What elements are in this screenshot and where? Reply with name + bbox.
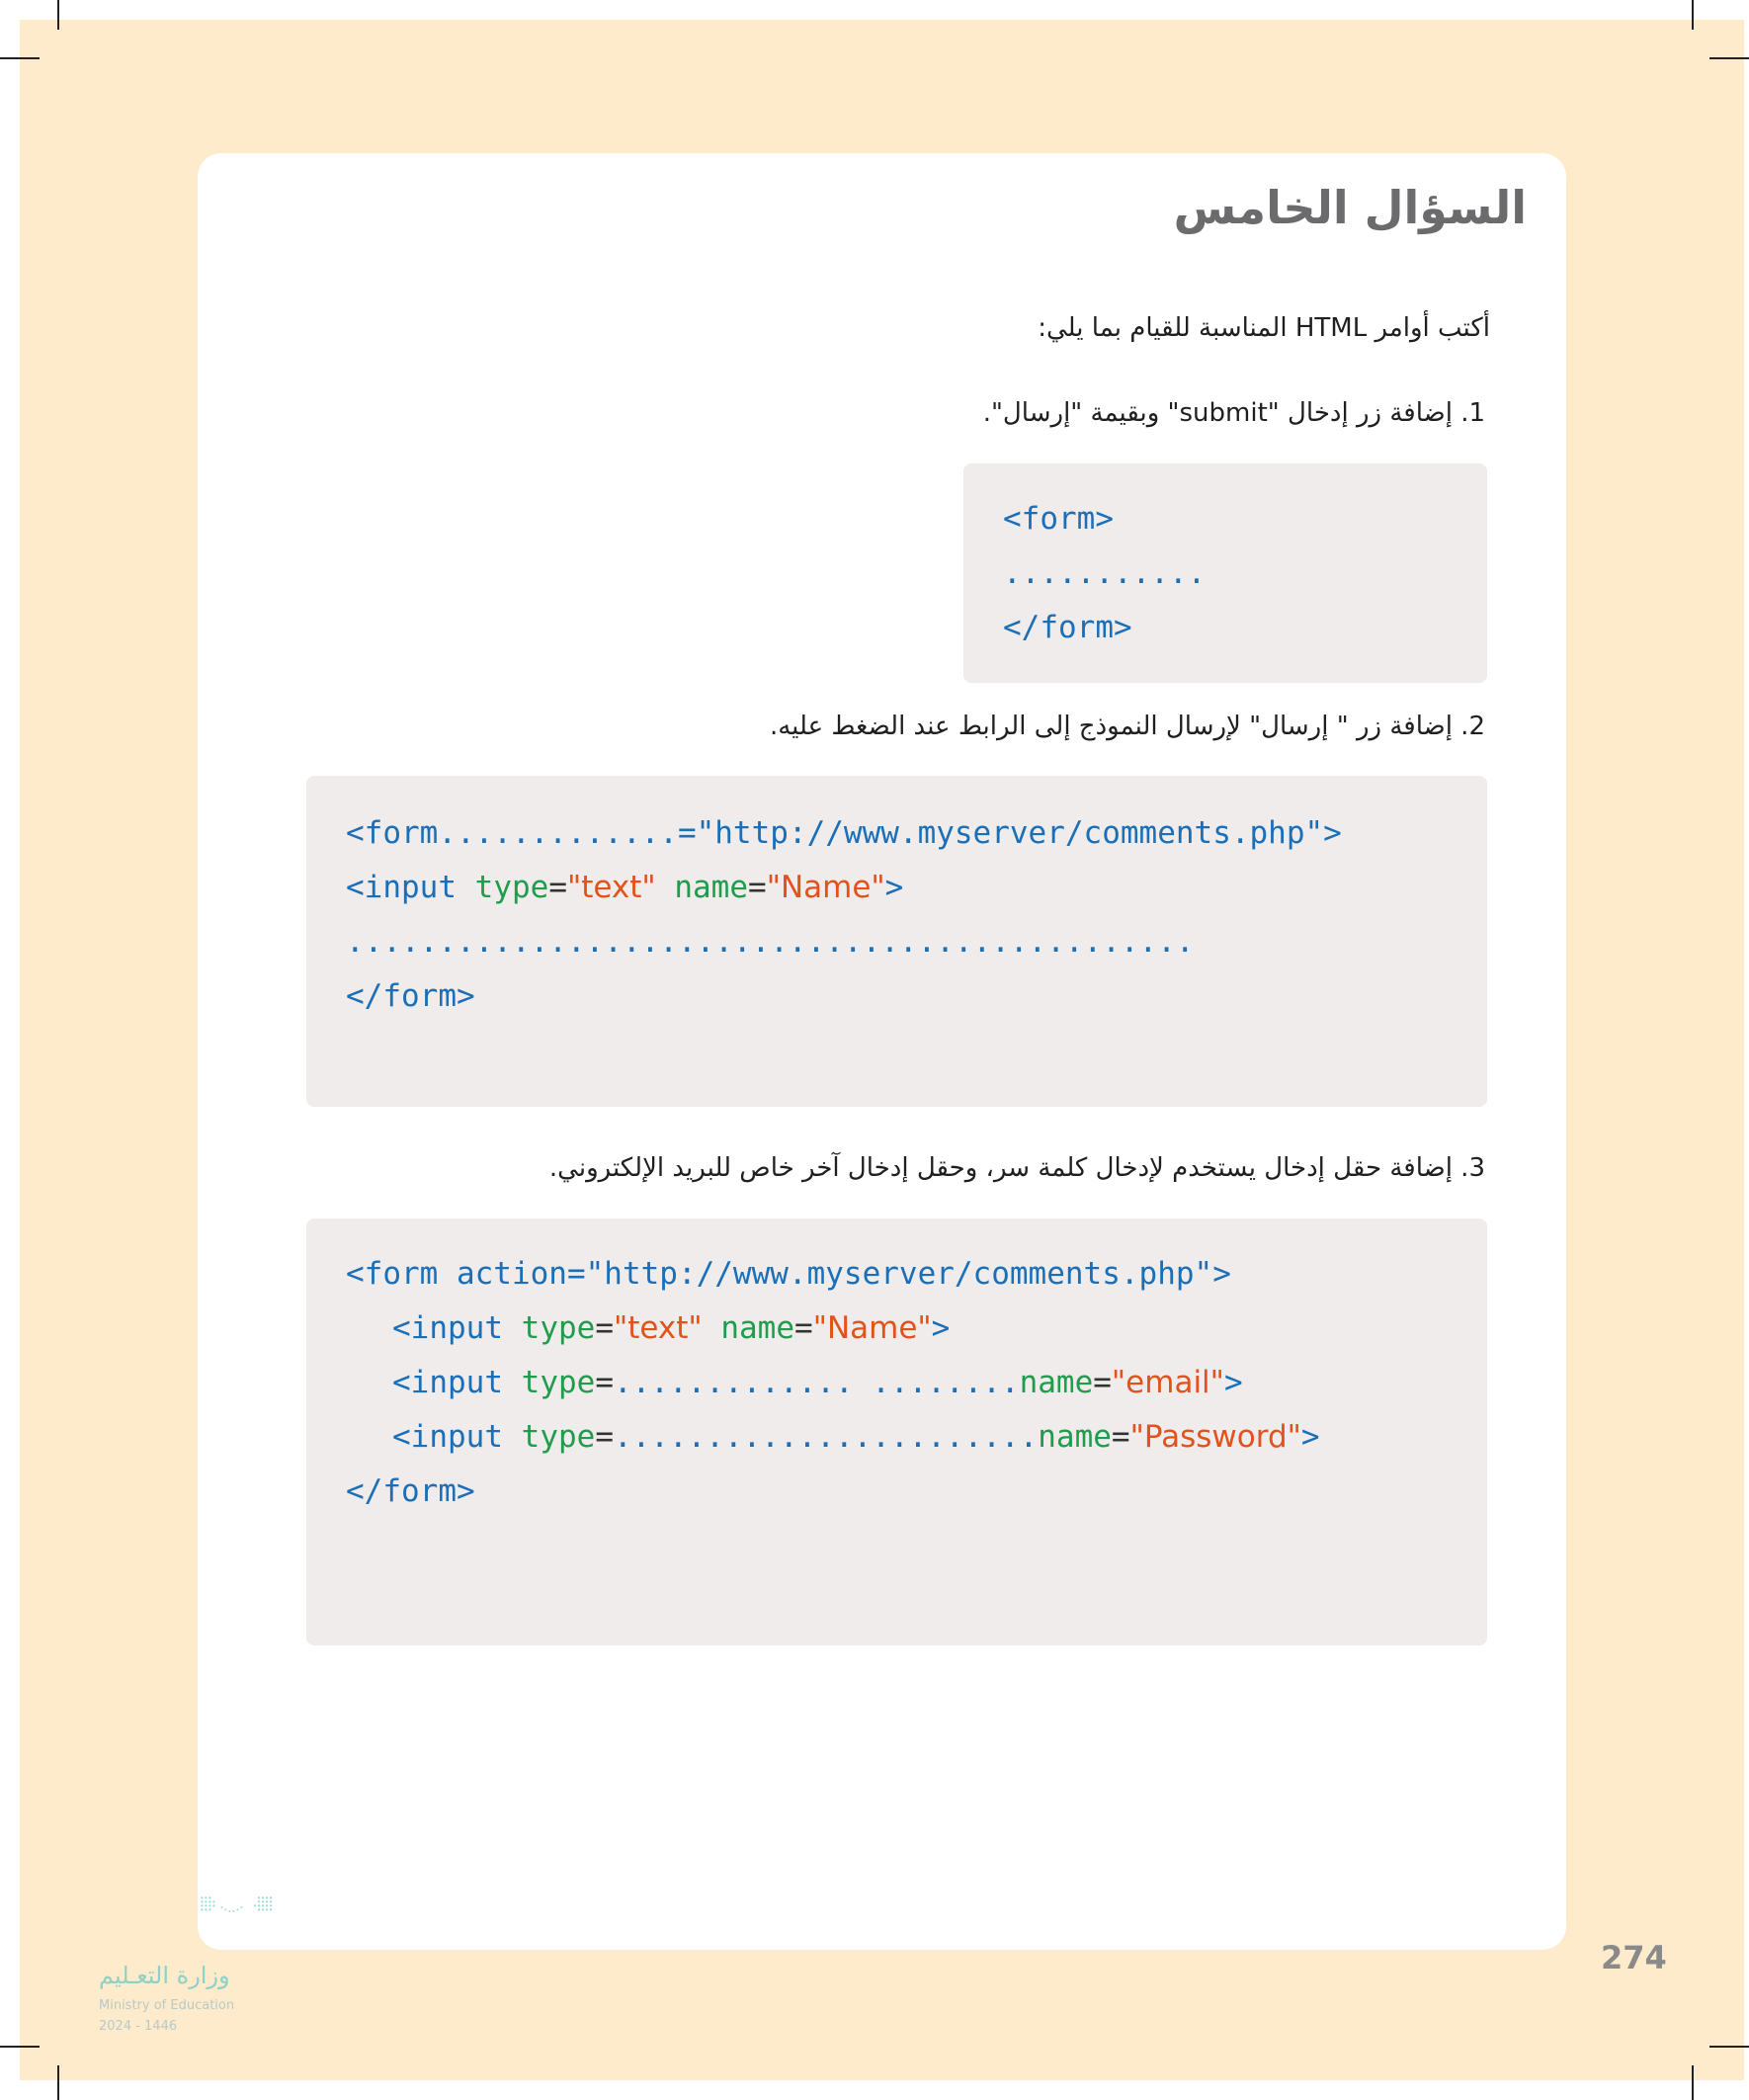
ministry-year: 2024 - 1446: [99, 2019, 178, 2034]
code-line: <input type="text" name="Name">: [392, 1310, 951, 1346]
crop-mark: [1692, 0, 1694, 30]
instruction-text: أكتب أوامر HTML المناسبة للقيام بما يلي:: [1038, 313, 1490, 343]
question-card: [198, 153, 1566, 1950]
code-line: <form action="http://www.myserver/comments.php">: [346, 1256, 1231, 1292]
crop-mark: [0, 2046, 40, 2048]
ministry-name-english: Ministry of Education: [99, 1998, 235, 2013]
code-line: <input type=.......................name="Password">: [392, 1419, 1320, 1455]
question-1-text: 1. إضافة زر إدخال "submit" وبقيمة "إرسال".: [982, 398, 1485, 428]
code-box-2: [306, 776, 1487, 1107]
code-line: <input type=............. ........name="email">: [392, 1365, 1243, 1400]
crop-mark: [1709, 57, 1749, 59]
code-line: </form>: [346, 978, 475, 1014]
code-box-1: [963, 463, 1487, 683]
ministry-logo-dots-icon: [168, 1895, 326, 1955]
crop-mark: [1692, 2065, 1694, 2100]
question-3-text: 3. إضافة حقل إدخال يستخدم لإدخال كلمة سر، وحقل إدخال آخر خاص للبريد الإلكتروني.: [548, 1153, 1485, 1183]
code-line: <input type="text" name="Name">: [346, 870, 904, 905]
code-line: <form.............="http://www.myserver/comments.php">: [346, 815, 1342, 851]
code-line: ...........: [1003, 555, 1207, 591]
code-line: ..............................................: [346, 924, 1195, 960]
crop-mark: [57, 0, 59, 30]
crop-mark: [1709, 2046, 1749, 2048]
page-title: السؤال الخامس: [1173, 181, 1527, 234]
code-line: </form>: [346, 1473, 475, 1509]
page-number: 274: [1601, 1939, 1667, 1976]
crop-mark: [57, 2065, 59, 2100]
ministry-name-arabic: وزارة التعـليم: [99, 1962, 230, 1989]
question-2-text: 2. إضافة زر " إرسال" لإرسال النموذج إلى الرابط عند الضغط عليه.: [769, 712, 1485, 741]
code-line: <form>: [1003, 501, 1114, 537]
code-box-3: [306, 1218, 1487, 1645]
code-line: </form>: [1003, 610, 1132, 645]
crop-mark: [0, 57, 40, 59]
